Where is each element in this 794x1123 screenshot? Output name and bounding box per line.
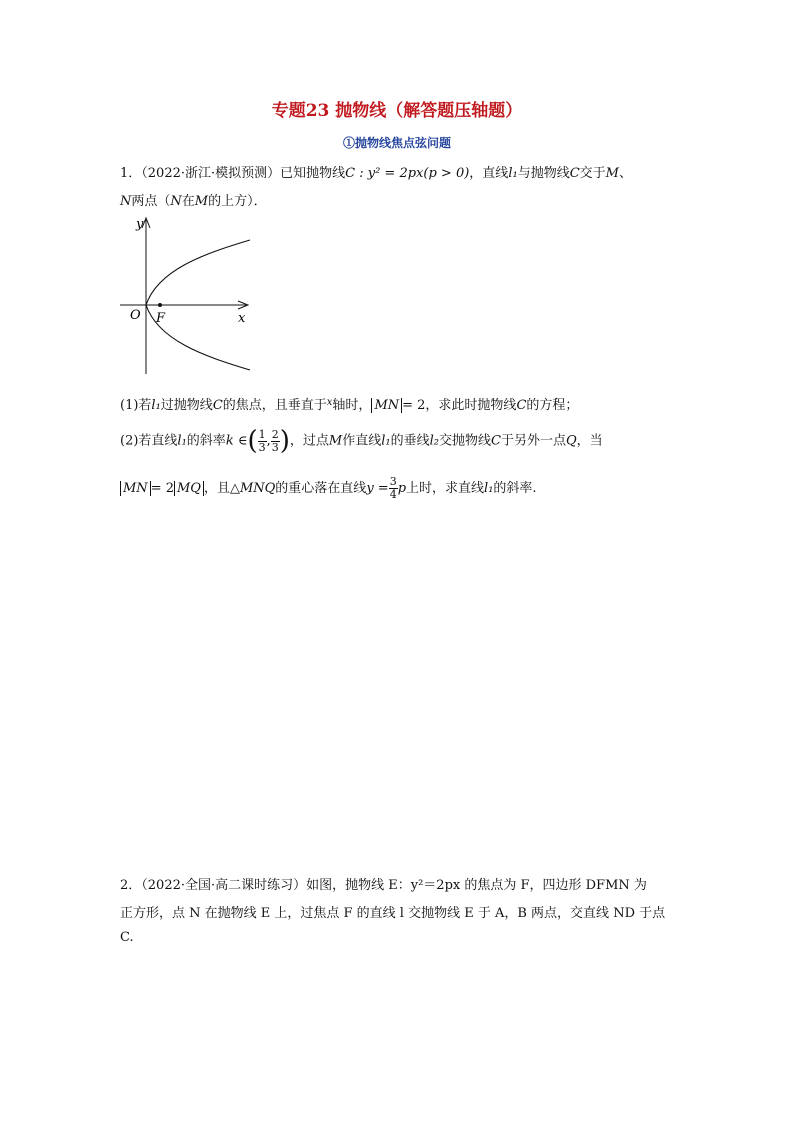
problem1-text: 的上方）． [208, 194, 267, 209]
point-m-symbol: M [328, 433, 343, 449]
point-m-symbol: M [194, 194, 209, 209]
fraction-numerator: 1 [258, 427, 266, 441]
problem2-line2: 正方形，点 N 在抛物线 E 上，过焦点 F 的直线 l 交抛物线 E 于 A，B 两点，交直线 ND 于点 [120, 906, 666, 921]
part1-text: 过抛物线 [160, 398, 213, 413]
problem1-text: 已知抛物线 [280, 166, 346, 181]
part1-text: 的方程； [526, 398, 579, 413]
problem1-text: 交于 [579, 166, 606, 181]
slope-k-symbol: k ∈ [225, 433, 248, 449]
problem2-line1: 2．（2022·全国·高二课时练习）如图，抛物线 E：y²＝2px 的焦点为 F，四边形 DFMN 为 [120, 878, 647, 893]
part1-equals: = 2 [402, 398, 426, 413]
point-n-symbol: N [170, 194, 182, 209]
point-n-symbol: N [120, 194, 132, 209]
parabola-condition: (p > 0) [423, 166, 470, 181]
problem1-part1 [120, 394, 578, 413]
section-subtitle: ①抛物线焦点弦问题 [342, 136, 451, 150]
origin-label: O [130, 308, 141, 323]
part2-text: ，过点 [289, 433, 329, 449]
problem1-text: ，直线 [469, 166, 509, 181]
part2-text: 作直线 [342, 433, 382, 449]
fraction-denominator: 3 [258, 440, 266, 454]
problem1-text: 与抛物线 [517, 166, 570, 181]
y-axis-label: y [136, 217, 144, 232]
problem1-number: 1． [120, 166, 142, 181]
problem1-text: 两点（ [131, 194, 171, 209]
part2-text: 的垂线 [390, 433, 430, 449]
fraction-numerator: 2 [271, 427, 279, 441]
line-l1-symbol: l₁ [151, 398, 161, 413]
part2-text: 交抛物线 [439, 433, 492, 449]
mn-length: MN [371, 398, 402, 413]
line-y-equals: y = [366, 481, 389, 496]
interval-open-paren: ( [247, 426, 258, 456]
curve-c-symbol: C [491, 433, 501, 449]
mn-length: MN [120, 481, 151, 496]
part1-text: (1)若 [120, 398, 152, 413]
fraction-two-thirds [271, 429, 280, 454]
part2-text: ，且△ [203, 481, 240, 496]
line-l1-symbol: l₁ [177, 433, 187, 449]
part2-text: (2)若直线 [120, 433, 178, 449]
p-symbol: p [397, 481, 407, 496]
problem2-line3: C. [120, 930, 134, 945]
point-m-symbol: M [605, 166, 619, 181]
interval-close-paren: ) [279, 426, 290, 456]
part1-text: ，求此时抛物线 [425, 398, 517, 413]
line-l1-symbol: l₁ [381, 433, 391, 449]
triangle-mnq-symbol: MNQ [239, 481, 276, 496]
fraction-denominator: 4 [389, 488, 397, 501]
part2-text: 于另外一点 [500, 433, 566, 449]
part2-text: 的重心落在直线 [275, 481, 367, 496]
problem1-line1 [120, 162, 632, 181]
curve-c-symbol: C [212, 398, 223, 413]
part2-text: ，当 [576, 433, 603, 449]
curve-c-symbol: C [516, 398, 527, 413]
problem1-part2-line2 [120, 476, 537, 501]
part2-equals: = 2 [150, 481, 174, 496]
problem1-source: （2022·浙江·模拟预测） [141, 166, 281, 181]
problem1-text: 、 [618, 166, 632, 181]
problem1-text: 在 [181, 194, 195, 209]
line-l1-symbol: l₁ [508, 166, 518, 181]
part2-text: 的斜率 [186, 433, 226, 449]
fraction-numerator: 3 [389, 475, 397, 488]
x-axis-label: x [238, 311, 246, 326]
part1-text: 轴时， [332, 398, 372, 413]
focus-point [158, 303, 162, 307]
part2-text: 上时，求直线 [406, 481, 485, 496]
x-symbol: x [326, 397, 333, 408]
mq-length: MQ [174, 481, 204, 496]
line-l1-symbol: l₁ [484, 481, 494, 496]
line-l2-symbol: l₂ [429, 433, 440, 449]
fraction-three-quarters [389, 476, 398, 501]
fraction-denominator: 3 [271, 440, 279, 454]
parabola-equation: C : y² = 2px [345, 166, 424, 181]
part2-text: 的斜率. [493, 481, 537, 496]
parabola-graph [118, 214, 258, 380]
page-title: 专题23 抛物线（解答题压轴题） [271, 101, 523, 121]
part1-text: 的焦点，且垂直于 [222, 398, 327, 413]
problem1-line2 [120, 190, 267, 209]
focus-label: F [156, 311, 166, 326]
fraction-one-third [258, 429, 267, 454]
parabola-graph-svg [118, 214, 258, 380]
curve-c-symbol: C [569, 166, 580, 181]
problem1-part2-line1: (2)若直线l₁的斜率k ∈( $\frac{1}{3}$ , $\frac{2}{3}$ )，过点M作直线l₁的垂线l₂交抛物线C于另外一点Q，当 [120, 426, 603, 456]
point-q-symbol: Q [566, 433, 577, 449]
